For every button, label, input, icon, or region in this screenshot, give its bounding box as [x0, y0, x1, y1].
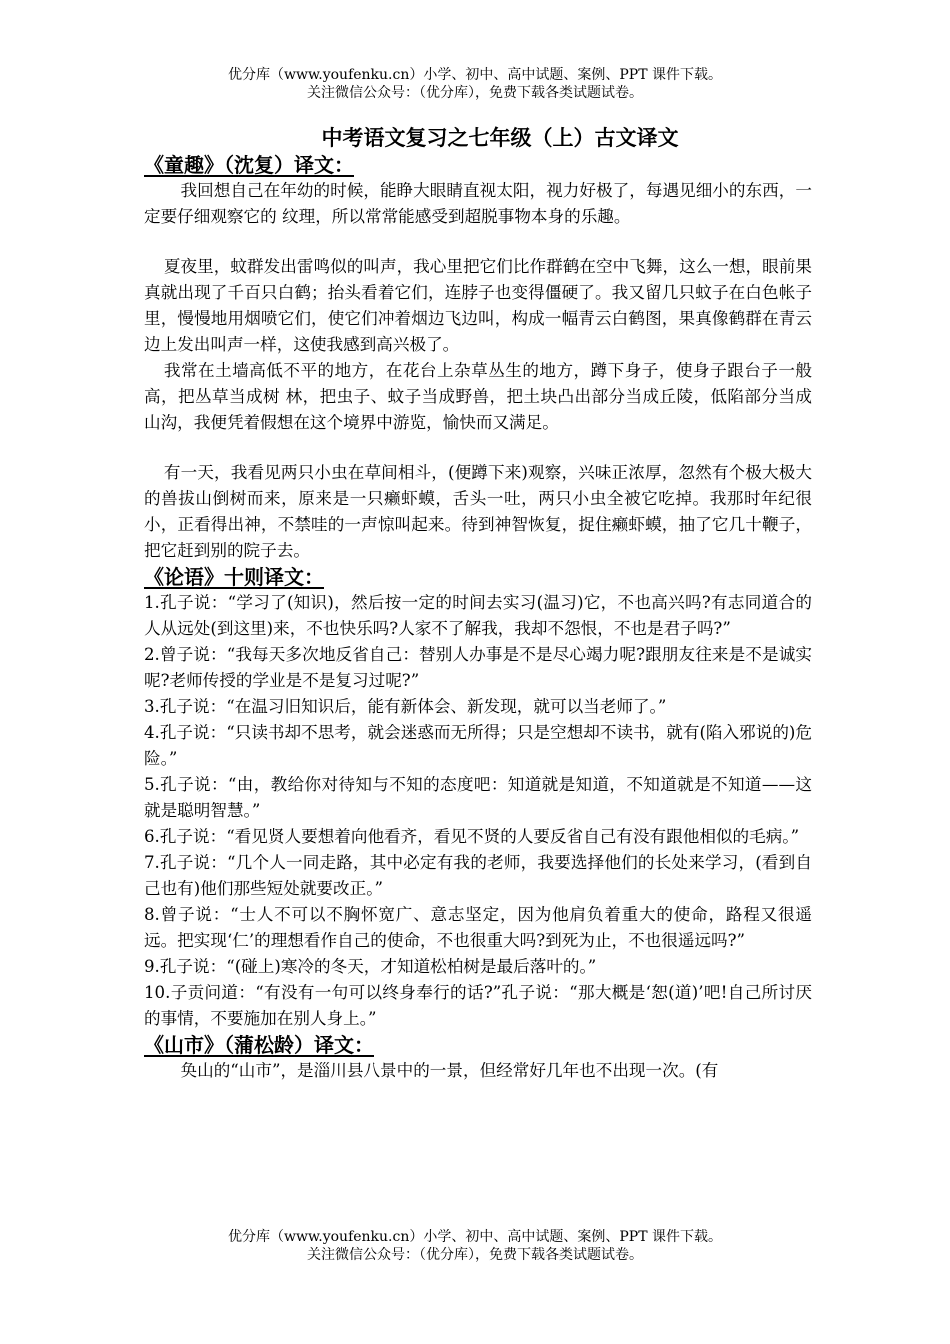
- shanshi-paragraph-1: 奂山的“山市”，是淄川县八景中的一景，但经常好几年也不出现一次。(有: [180, 1061, 719, 1080]
- list-item: 10.子贡问道：“有没有一句可以终身奉行的话?”孔子说：“那大概是‘恕(道)’吧!自己所讨厌的事情，不要施加在别人身上。”: [144, 983, 812, 1028]
- document-body: [144, 124, 812, 1084]
- tongqu-paragraph-2: 夏夜里，蚊群发出雷鸣似的叫声，我心里把它们比作群鹤在空中飞舞，这么一想，眼前果真就出现了千百只白鹤；抬头看着它们，连脖子也变得僵硬了。我又留几只蚊子在白色帐子里，慢慢地用烟喷它们，使它们冲着烟边飞边叫，构成一幅青云白鹤图，果真像鹤群在青云边上发出叫声一样，这使我感到高兴极了。: [144, 257, 812, 354]
- list-item: 1.孔子说：“学习了(知识)，然后按一定的时间去实习(温习)它，不也高兴吗?有志同道合的人从远处(到这里)来，不也快乐吗?人家不了解我，我却不怨恨，不也是君子吗?”: [144, 593, 812, 638]
- list-item: 9.孔子说：“(碰上)寒冷的冬天，才知道松柏树是最后落叶的。”: [144, 957, 597, 976]
- list-item: 2.曾子说：“我每天多次地反省自己：替别人办事是不是尽心竭力呢?跟朋友往来是不是诚实呢?老师传授的学业是不是复习过呢?”: [144, 645, 812, 690]
- section-title-shanshi: 《山市》（蒲松龄）译文：: [144, 1033, 374, 1057]
- tongqu-paragraph-4: 有一天，我看见两只小虫在草间相斗，(便蹲下来)观察，兴味正浓厚，忽然有个极大极大的兽拔山倒树而来，原来是一只癞虾蟆，舌头一吐，两只小虫全被它吃掉。我那时年纪很小，正看得出神，不禁哇的一声惊叫起来。待到神智恢复，捉住癞虾蟆，抽了它几十鞭子，把它赶到别的院子去。: [144, 463, 812, 560]
- list-item: 4.孔子说：“只读书却不思考，就会迷惑而无所得；只是空想却不读书，就有(陷入邪说的)危险。”: [144, 723, 812, 768]
- list-item: 5.孔子说：“由，教给你对待知与不知的态度吧：知道就是知道，不知道就是不知道——这就是聪明智慧。”: [144, 775, 812, 820]
- page-header: [0, 66, 950, 102]
- section-title-tongqu: 《童趣》（沈复）译文：: [144, 153, 354, 177]
- list-item: 3.孔子说：“在温习旧知识后，能有新体会、新发现，就可以当老师了。”: [144, 697, 667, 716]
- tongqu-paragraph-1: 我回想自己在年幼的时候，能睁大眼睛直视太阳，视力好极了，每遇见细小的东西，一定要仔细观察它的 纹理，所以常常能感受到超脱事物本身的乐趣。: [144, 181, 812, 226]
- footer-line-1: 优分库（www.youfenku.cn）小学、初中、高中试题、案例、PPT 课件下载。: [227, 1229, 722, 1245]
- list-item: 6.孔子说：“看见贤人要想着向他看齐，看见不贤的人要反省自己有没有跟他相似的毛病。”: [144, 827, 800, 846]
- list-item: 8.曾子说：“士人不可以不胸怀宽广、意志坚定，因为他肩负着重大的使命，路程又很遥远。把实现‘仁’的理想看作自己的使命，不也很重大吗?到死为止，不也很遥远吗?”: [144, 905, 812, 950]
- section-title-lunyu: 《论语》十则译文：: [144, 565, 324, 589]
- header-line-1: 优分库（www.youfenku.cn）小学、初中、高中试题、案例、PPT 课件下载。: [227, 67, 722, 83]
- footer-line-2: 关注微信公众号：（优分库），免费下载各类试题试卷。: [307, 1247, 643, 1263]
- document-title: 中考语文复习之七年级（上）古文译文: [321, 125, 679, 150]
- lunyu-list: [144, 590, 812, 1032]
- header-line-2: 关注微信公众号：（优分库），免费下载各类试题试卷。: [307, 85, 643, 101]
- page-footer: [0, 1228, 950, 1264]
- list-item: 7.孔子说：“几个人一同走路，其中必定有我的老师，我要选择他们的长处来学习，(看到自己也有)他们那些短处就要改正。”: [144, 853, 812, 898]
- tongqu-paragraph-3: 我常在土墙高低不平的地方，在花台上杂草丛生的地方，蹲下身子，使身子跟台子一般高，把丛草当成树 林，把虫子、蚊子当成野兽，把土块凸出部分当成丘陵，低陷部分当成山沟，我便凭着假想在这个境界中游览，愉快而又满足。: [144, 361, 812, 432]
